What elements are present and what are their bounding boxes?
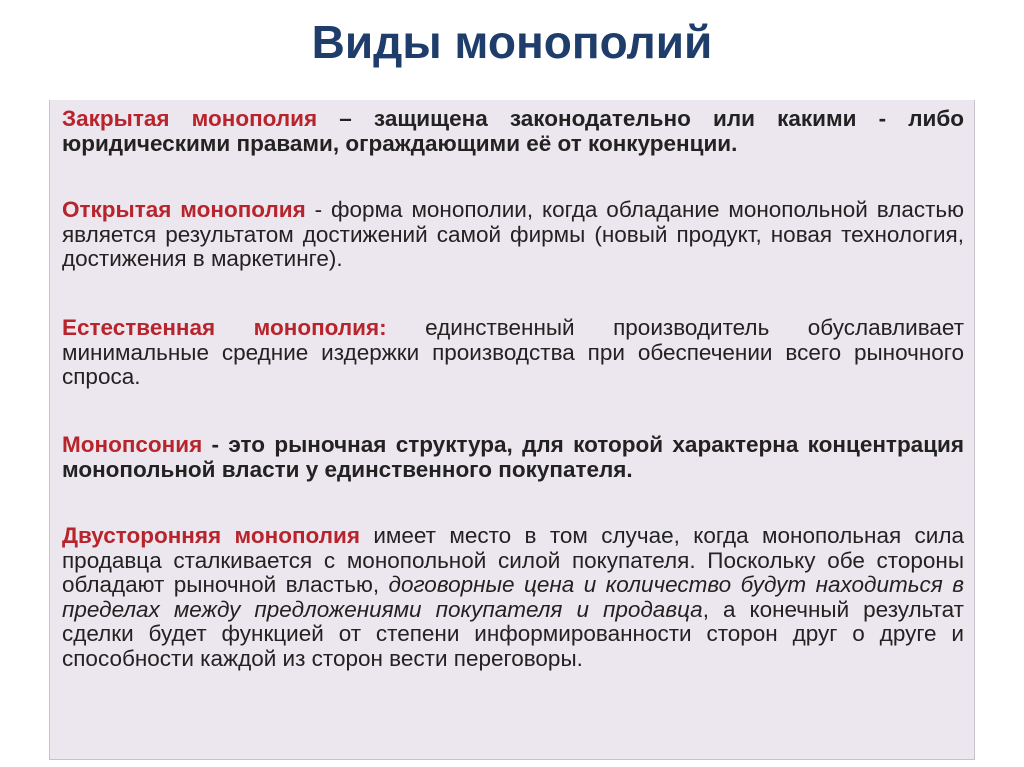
paragraph-natural-monopoly (62, 316, 964, 390)
definition-bilateral-monopoly-start: имеет место в том случае, когда монопольная сила продавца сталкивается с монопольной силой покупателя. Поскольку обе стороны обладают рыночной властью, (62, 523, 964, 597)
paragraph-open-monopoly (62, 198, 964, 272)
term-open-monopoly: Открытая монополия (62, 197, 306, 222)
definition-open-monopoly: - форма монополии, когда обладание монопольной властью является результатом достижений самой фирмы (новый продукт, новая технология, достижения в маркетинге). (62, 197, 964, 271)
definition-monopsony: - это рыночная структура, для которой характерна концентрация монопольной власти у единственного покупателя. (62, 432, 964, 482)
term-monopsony: Монопсония (62, 432, 203, 457)
definition-natural-monopoly: единственный производитель обуславливает минимальные средние издержки производства при обеспечении всего рыночного спроса. (62, 315, 964, 389)
slide-title: Виды монополий (311, 16, 713, 68)
paragraph-monopsony (62, 433, 964, 482)
content-box (49, 100, 975, 760)
term-natural-monopoly: Естественная монополия: (62, 315, 387, 340)
content-box-bottom-border (49, 759, 975, 760)
paragraph-closed-monopoly (62, 107, 964, 156)
paragraph-bilateral-monopoly (62, 524, 964, 671)
definition-closed-monopoly: – защищена законодательно или какими - либо юридическими правами, ограждающими её от конкуренции. (62, 106, 964, 156)
definition-bilateral-monopoly-end: , а конечный результат сделки будет функцией от степени информированности сторон друг о друге и способности каждой из сторон вести переговоры. (62, 596, 964, 671)
definition-bilateral-monopoly-italic: договорные цена и количество будут находиться в пределах между предложениями покупателя и продавца (62, 572, 964, 622)
term-closed-monopoly: Закрытая монополия (62, 106, 318, 131)
term-bilateral-monopoly: Двусторонняя монополия (62, 523, 360, 548)
